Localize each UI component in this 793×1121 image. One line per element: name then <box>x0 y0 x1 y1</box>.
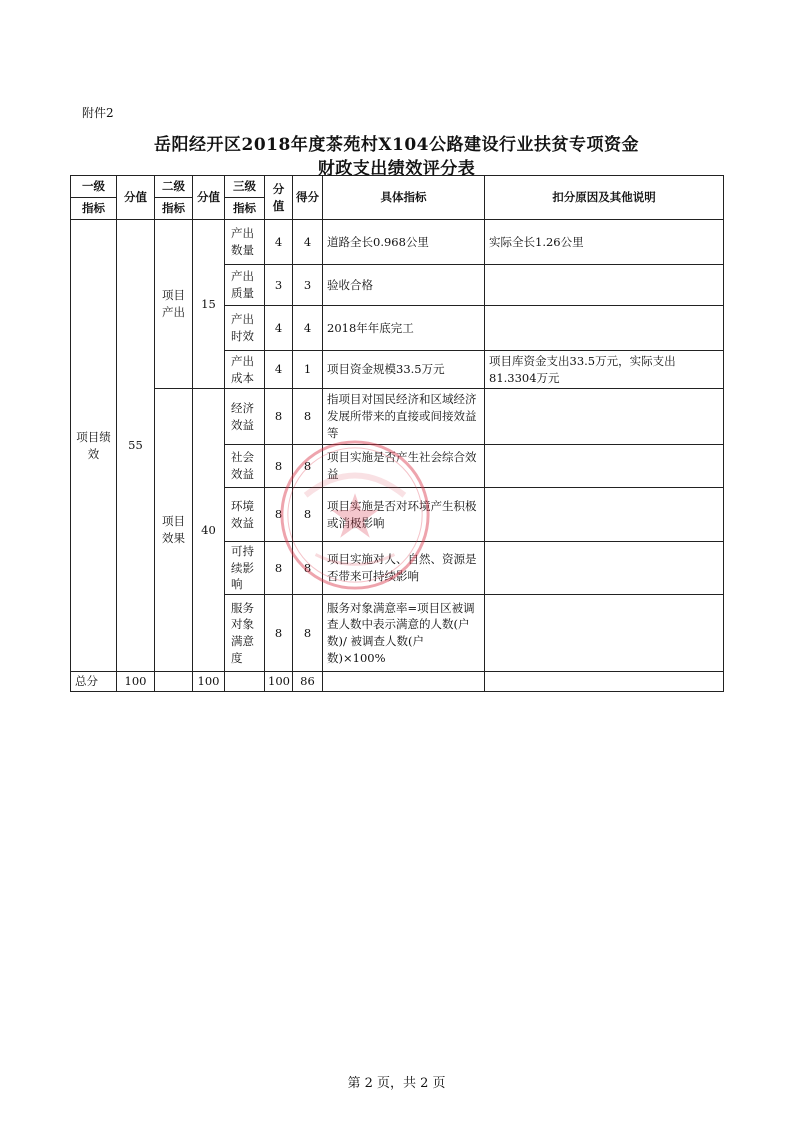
row-remark <box>485 542 724 595</box>
header-score2: 分值 <box>193 176 225 220</box>
row-score: 8 <box>265 542 293 595</box>
row-points: 3 <box>293 265 323 306</box>
row-indicator: 指项目对国民经济和区域经济发展所带来的直接或间接效益等 <box>323 389 485 445</box>
header-score1: 分值 <box>117 176 155 220</box>
header-level1: 一级 <box>71 176 117 198</box>
level3-name: 环境效益 <box>225 488 265 542</box>
level3-name: 产出成本 <box>225 351 265 389</box>
table-row <box>71 220 724 265</box>
header-row-1 <box>71 176 724 198</box>
level2-score: 40 <box>193 389 225 672</box>
row-remark <box>485 445 724 488</box>
row-remark <box>485 265 724 306</box>
row-points: 8 <box>293 488 323 542</box>
total-empty-3 <box>323 672 485 692</box>
row-points: 8 <box>293 445 323 488</box>
total-empty-2 <box>225 672 265 692</box>
row-score: 4 <box>265 306 293 351</box>
total-score2: 100 <box>193 672 225 692</box>
header-indicator: 具体指标 <box>323 176 485 220</box>
row-remark: 实际全长1.26公里 <box>485 220 724 265</box>
level3-name: 产出数量 <box>225 220 265 265</box>
table-row <box>71 389 724 445</box>
header-points: 得分 <box>293 176 323 220</box>
total-score3: 100 <box>265 672 293 692</box>
total-empty-1 <box>155 672 193 692</box>
row-score: 8 <box>265 488 293 542</box>
row-score: 8 <box>265 445 293 488</box>
level2-score: 15 <box>193 220 225 389</box>
level2-name: 项目产出 <box>155 220 193 389</box>
level3-name: 社会效益 <box>225 445 265 488</box>
row-score: 4 <box>265 220 293 265</box>
total-points: 86 <box>293 672 323 692</box>
row-remark <box>485 595 724 672</box>
page-footer: 第 2 页，共 2 页 <box>347 1076 446 1091</box>
row-points: 1 <box>293 351 323 389</box>
row-score: 4 <box>265 351 293 389</box>
level3-name: 经济效益 <box>225 389 265 445</box>
row-points: 8 <box>293 595 323 672</box>
header-level2: 二级 <box>155 176 193 198</box>
row-indicator: 项目资金规模33.5万元 <box>323 351 485 389</box>
row-points: 4 <box>293 220 323 265</box>
row-remark <box>485 306 724 351</box>
row-score: 8 <box>265 389 293 445</box>
level3-name: 服务对象满意度 <box>225 595 265 672</box>
level3-name: 产出时效 <box>225 306 265 351</box>
document-title: 岳阳经开区2018年度茶苑村X104公路建设行业扶贫专项资金 <box>154 135 639 155</box>
attachment-label: 附件2 <box>82 106 114 120</box>
row-score: 3 <box>265 265 293 306</box>
document-subtitle: 财政支出绩效评分表 <box>317 159 476 179</box>
level3-name: 可持续影响 <box>225 542 265 595</box>
header-score3: 分值 <box>265 176 293 220</box>
row-indicator: 项目实施是否对环境产生积极或消极影响 <box>323 488 485 542</box>
row-points: 4 <box>293 306 323 351</box>
row-indicator: 项目实施对人、自然、资源是否带来可持续影响 <box>323 542 485 595</box>
row-indicator: 项目实施是否产生社会综合效益 <box>323 445 485 488</box>
row-indicator: 验收合格 <box>323 265 485 306</box>
row-remark <box>485 488 724 542</box>
total-empty-4 <box>485 672 724 692</box>
header-level2-bottom: 指标 <box>155 198 193 220</box>
row-score: 8 <box>265 595 293 672</box>
total-row <box>71 672 724 692</box>
header-level3: 三级 <box>225 176 265 198</box>
level1-score: 55 <box>117 220 155 672</box>
row-indicator: 2018年年底完工 <box>323 306 485 351</box>
score-table <box>70 175 724 692</box>
level2-name: 项目效果 <box>155 389 193 672</box>
header-remarks: 扣分原因及其他说明 <box>485 176 724 220</box>
row-indicator: 服务对象满意率=项目区被调查人数中表示满意的人数(户数)/ 被调查人数(户数)×100% <box>323 595 485 672</box>
row-remark: 项目库资金支出33.5万元，实际支出81.3304万元 <box>485 351 724 389</box>
header-level3-bottom: 指标 <box>225 198 265 220</box>
row-indicator: 道路全长0.968公里 <box>323 220 485 265</box>
total-score1: 100 <box>117 672 155 692</box>
level1-name: 项目绩效 <box>71 220 117 672</box>
header-level1-bottom: 指标 <box>71 198 117 220</box>
total-label: 总分 <box>71 672 117 692</box>
row-points: 8 <box>293 542 323 595</box>
row-points: 8 <box>293 389 323 445</box>
row-remark <box>485 389 724 445</box>
level3-name: 产出质量 <box>225 265 265 306</box>
